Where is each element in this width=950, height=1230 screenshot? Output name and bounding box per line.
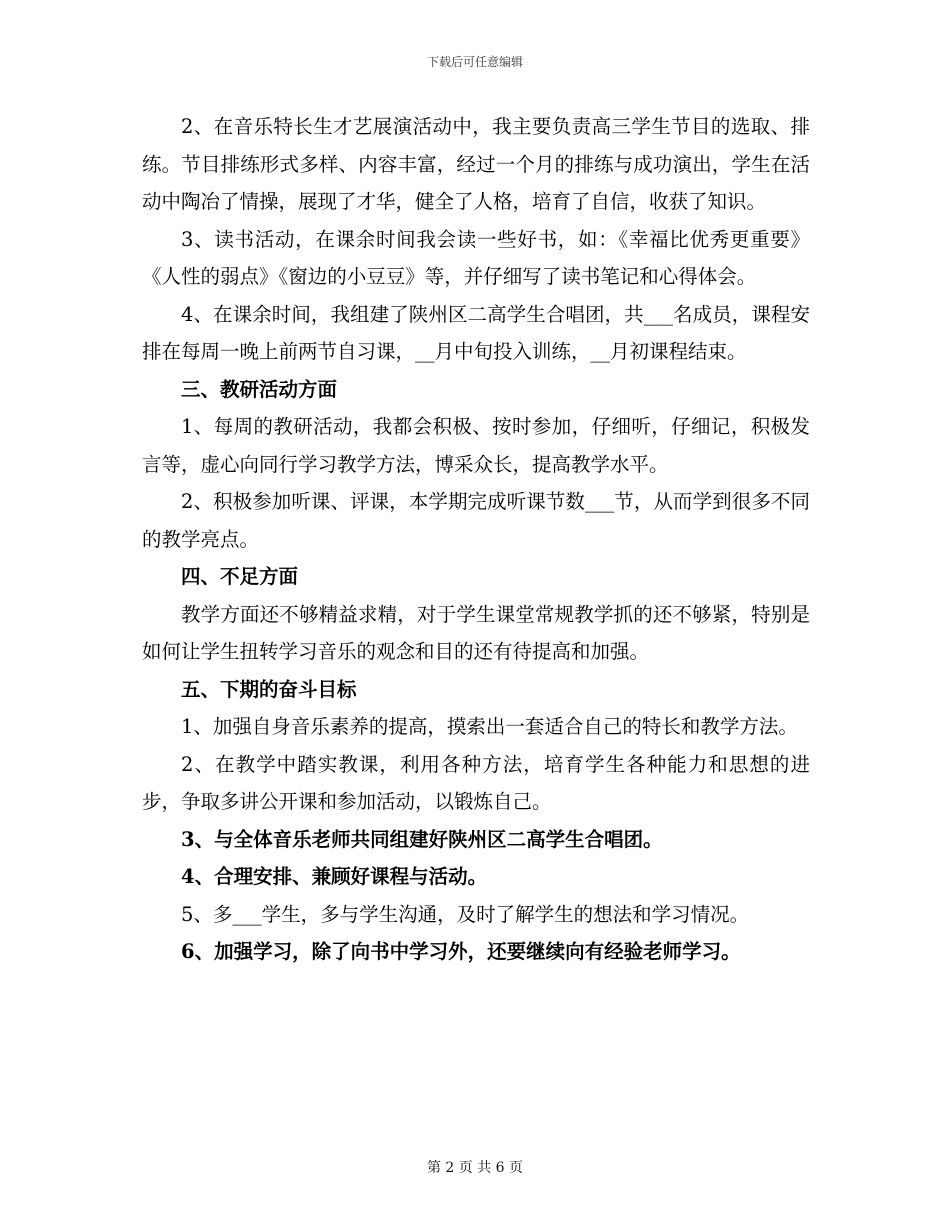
paragraph: 3、与全体音乐老师共同组建好陕州区二高学生合唱团。 (181, 827, 663, 851)
paragraph: 教学方面还不够精益求精，对于学生课堂常规教学抓的还不够紧，特别是如何让学生扭转学习音乐的观念和目的还有待提高和加强。 (142, 602, 810, 663)
paragraph: 4、在课余时间，我组建了陕州区二高学生合唱团，共___名成员，课程安排在每周一晚上前两节自习课，__月中旬投入训练，__月初课程结束。 (142, 302, 810, 363)
paragraph: 1、每周的教研活动，我都会积极、按时参加，仔细听，仔细记，积极发言等，虚心向同行学习教学方法，博采众长，提高教学水平。 (142, 415, 810, 476)
paragraph: 6、加强学习，除了向书中学习外，还要继续向有经验老师学习。 (181, 940, 741, 963)
paragraph: 3、读书活动，在课余时间我会读一些好书，如：《幸福比优秀更重要》《人性的弱点》《窗边的小豆豆》等，并仔细写了读书笔记和心得体会。 (142, 227, 810, 288)
document-body (142, 108, 810, 971)
paragraph: 2、在音乐特长生才艺展演活动中，我主要负责高三学生节目的选取、排练。节目排练形式多样、内容丰富，经过一个月的排练与成功演出，学生在活动中陶冶了情操，展现了才华，健全了人格，培育了自信，收获了知识。 (142, 115, 810, 213)
section-heading: 四、不足方面 (181, 565, 299, 588)
paragraph: 2、在教学中踏实教课，利用各种方法，培育学生各种能力和思想的进步，争取多讲公开课和参加活动，以锻炼自己。 (142, 752, 810, 813)
paragraph: 5、多___学生，多与学生沟通，及时了解学生的想法和学习情况。 (181, 902, 750, 926)
section-heading: 三、教研活动方面 (181, 377, 338, 401)
page-header: 下载后可任意编辑 (426, 55, 523, 69)
paragraph: 4、合理安排、兼顾好课程与活动。 (181, 865, 488, 888)
paragraph: 1、加强自身音乐素养的提高，摸索出一套适合自己的特长和教学方法。 (181, 715, 798, 738)
page-footer: 第 2 页 共 6 页 (426, 1160, 524, 1176)
section-heading: 五、下期的奋斗目标 (181, 677, 357, 701)
paragraph: 2、积极参加听课、评课，本学期完成听课节数___节，从而学到很多不同的教学亮点。 (142, 490, 810, 551)
